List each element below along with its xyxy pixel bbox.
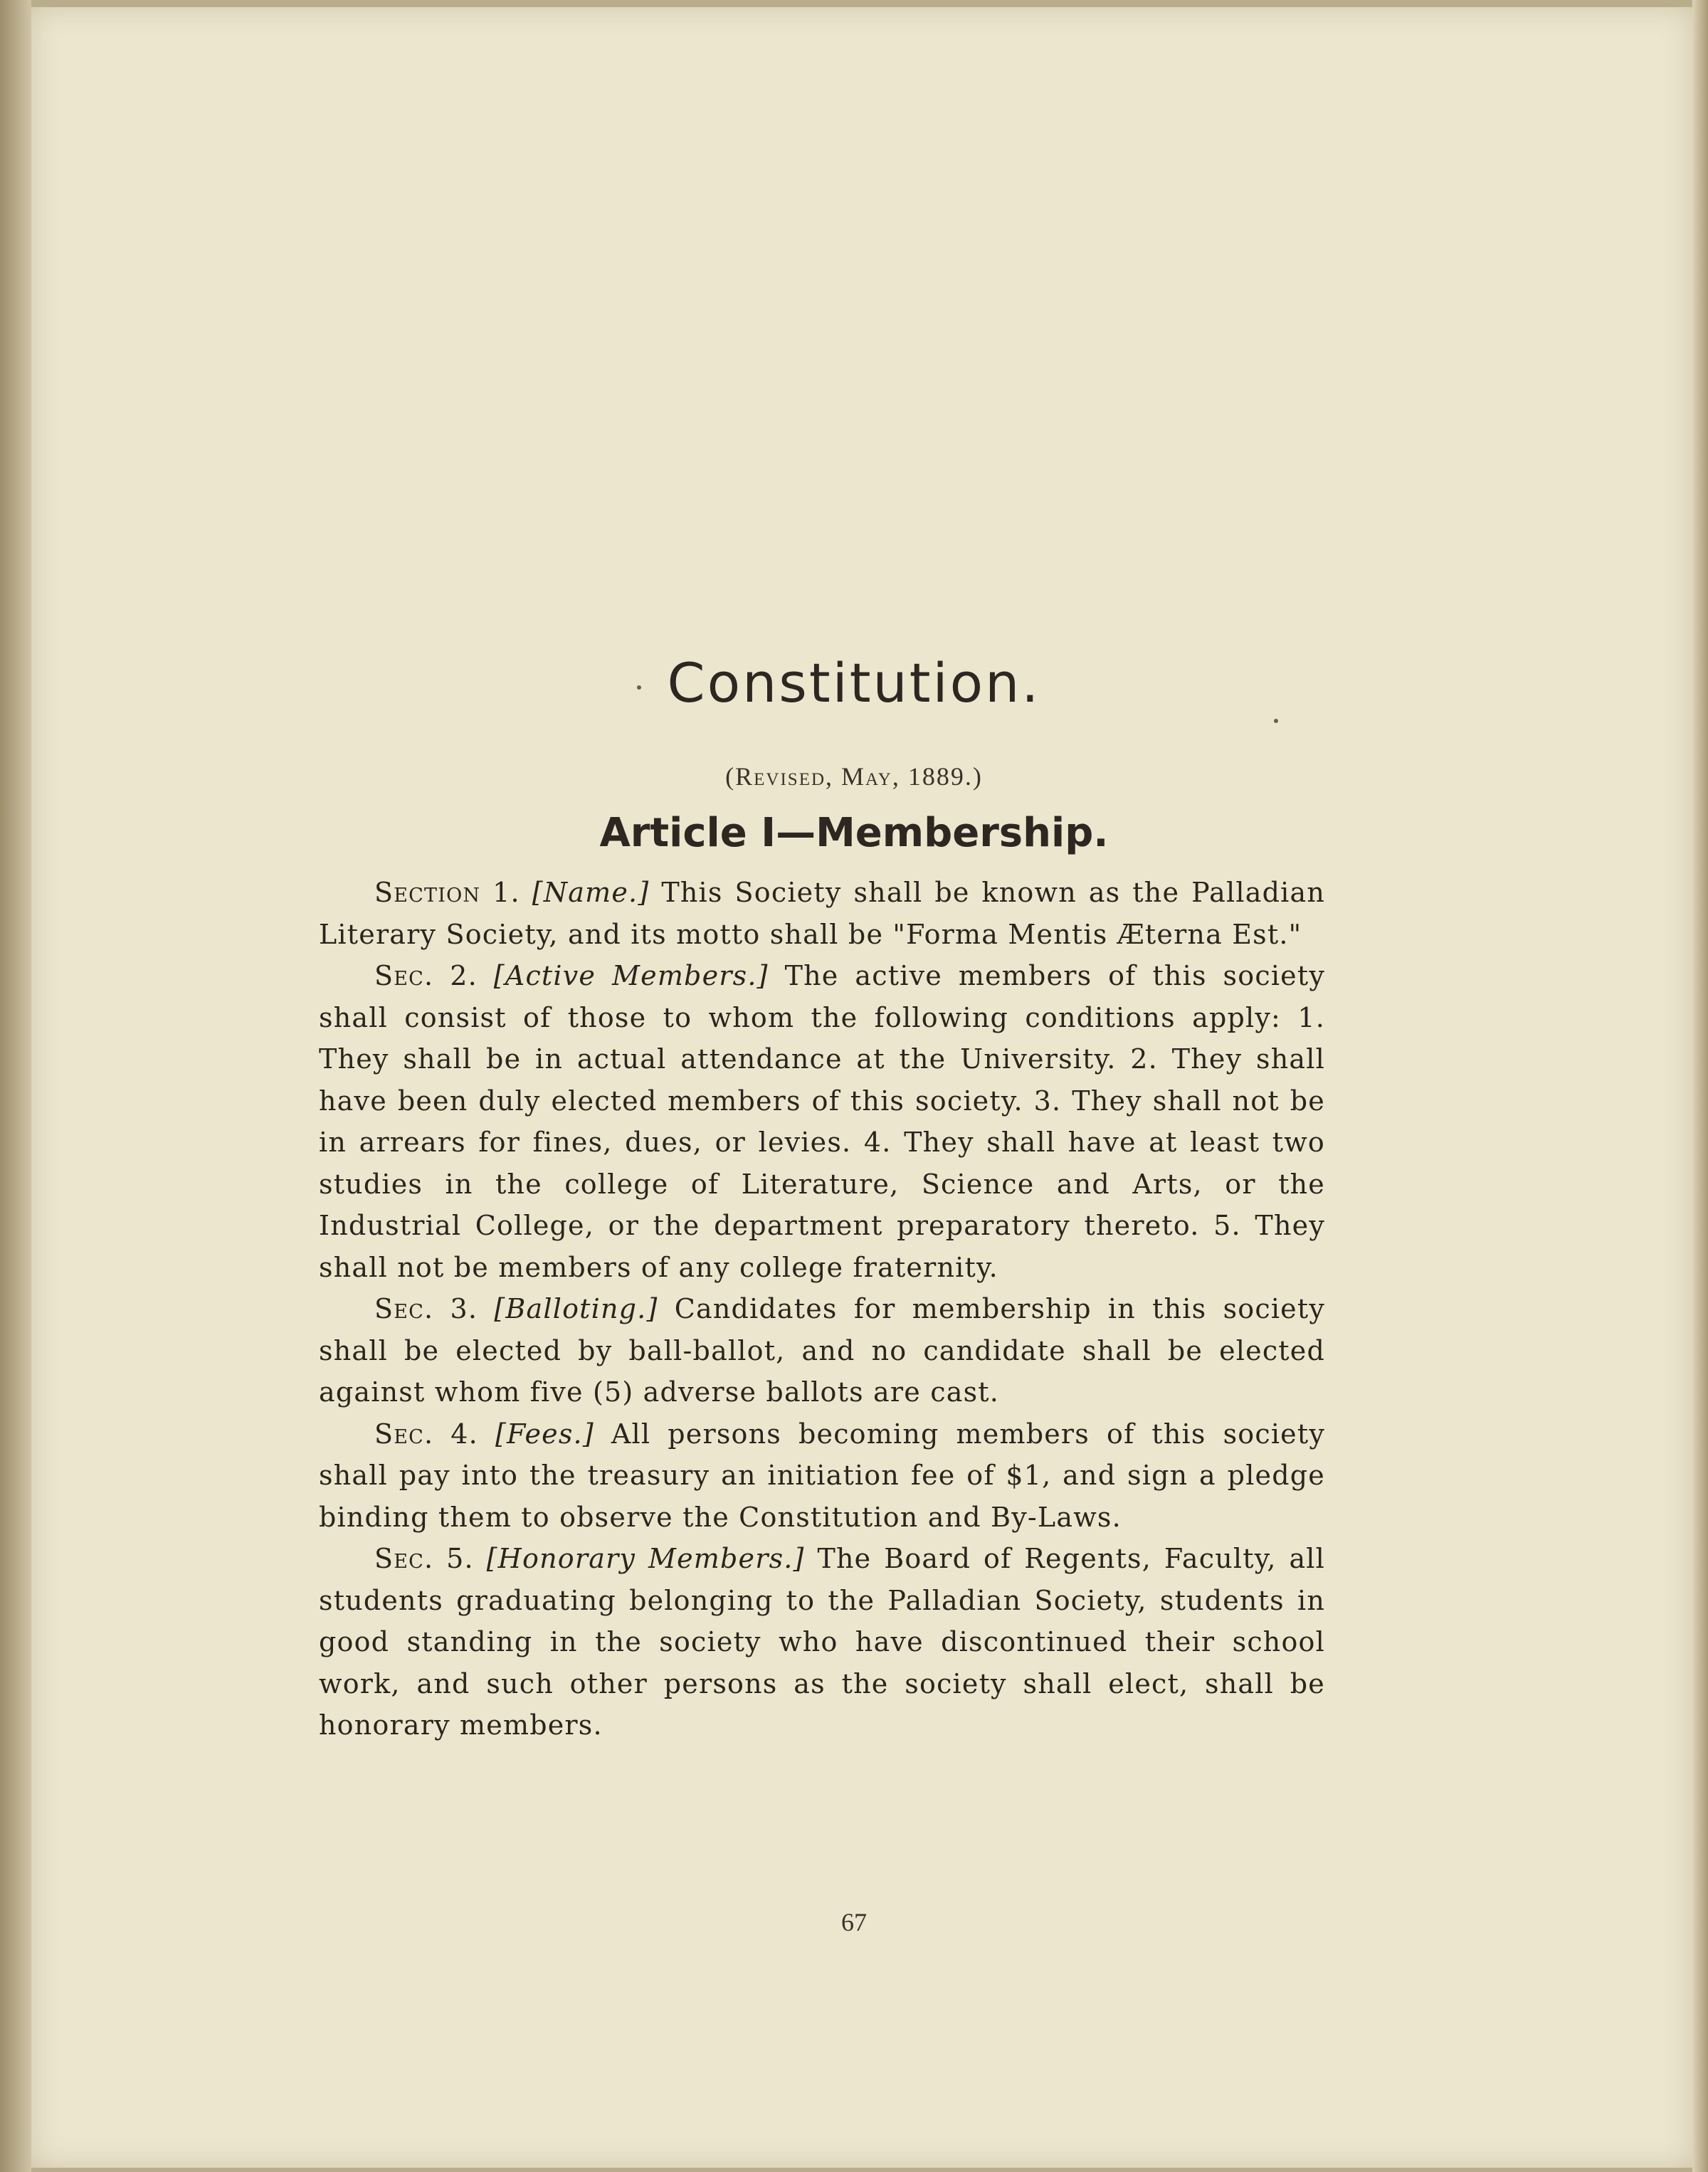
section-label: Sec. 2. — [374, 960, 478, 991]
section-name: [Balloting.] — [494, 1293, 658, 1324]
page-number: 67 — [841, 1908, 867, 1936]
article-heading: Article I—Membership. — [599, 810, 1109, 856]
section-name: [Name.] — [532, 877, 650, 908]
page-edge — [1692, 0, 1708, 2172]
revision-subtitle: (Revised, May, 1889.) — [725, 762, 983, 791]
section-5 — [319, 1538, 1325, 1746]
section-text: All persons becoming members of this society shall pay into the treasury an initiation fee of $1, and sign a pledge binding them to observe the Constitution and By-Laws. — [319, 1418, 1326, 1533]
section-4 — [319, 1413, 1325, 1539]
section-label: Sec. 5. — [374, 1543, 474, 1574]
constitution-body — [319, 872, 1325, 1746]
section-label: Sec. 3. — [374, 1293, 478, 1324]
section-text: This Society shall be known as the Palladian Literary Society, and its motto shall be "Forma Mentis Æterna Est." — [319, 877, 1325, 950]
section-text: The active members of this society shall consist of those to whom the following conditions apply: 1. They shall be in actual attendance at the University. 2. They shall have been duly elected members of this society. 3. They shall not be in arrears for fines, dues, or levies. 4. They shall have at least two studies in the college of Literature, Science and Arts, or the Industrial College, or the department preparatory thereto. 5. They shall not be members of any college fraternity. — [319, 960, 1326, 1283]
page-title: Constitution. — [667, 651, 1041, 715]
section-text: Candidates for membership in this society shall be elected by ball-ballot, and no candidate shall be elected against whom five (5) adverse ballots are cast. — [319, 1293, 1326, 1408]
section-2 — [319, 955, 1325, 1288]
section-label: Section 1. — [374, 877, 520, 908]
section-label: Sec. 4. — [374, 1418, 478, 1450]
section-name: [Fees.] — [495, 1418, 594, 1450]
section-1 — [319, 872, 1325, 955]
section-text: The Board of Regents, Faculty, all students graduating belonging to the Palladian Society, students in good standing in the society who have discontinued their school work, and such other persons as the society shall elect, shall be honorary members. — [319, 1543, 1326, 1741]
ink-speck — [1274, 719, 1278, 723]
section-name: [Active Members.] — [493, 960, 769, 991]
section-name: [Honorary Members.] — [486, 1543, 805, 1574]
binding-gutter — [0, 0, 31, 2172]
section-3 — [319, 1288, 1325, 1413]
